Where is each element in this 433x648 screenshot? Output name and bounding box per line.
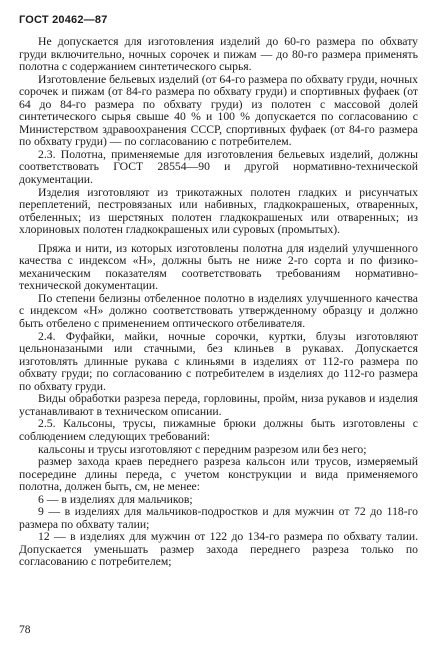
page-number: 78	[19, 624, 31, 636]
paragraph: размер захода краев переднего разреза кальсон или трусов, измеряемый посередине длины переда, с учетом конструкции и вида применяемого полотна, должен быть, см, не менее:	[19, 455, 418, 494]
paragraph: кальсоны и трусы изготовляют с передним разрезом или без него;	[38, 442, 367, 456]
paragraph: Изделия изготовляют из трикотажных полотен гладких и рисунчатых переплетений, пестровязаных или набивных, гладкокрашеных, отваренных, отбеленных; из шерстяных полотен гладкокрашеных или отваренных; из хлориновых полотен гладкокрашеных или суровых (промытых).	[19, 185, 418, 237]
paragraph: 2.3. Полотна, применяемые для изготовления бельевых изделий, должны соответствовать ГОСТ 28554—90 и другой нормативно-технической документации.	[19, 147, 418, 187]
paragraph: Не допускается для изготовления изделий до 60-го размера по обхвату груди включительно, ночных сорочек и пижам — до 80-го размера применять полотна с содержанием синтетического сырья.	[19, 35, 418, 74]
paragraph: 9 — в изделиях для мальчиков-подростков и для мужчин от 72 до 118-го размера по обхвату талии;	[19, 505, 418, 531]
paragraph: 6 — в изделиях для мальчиков;	[38, 492, 193, 506]
paragraph: По степени белизны отбеленное полотно в изделиях улучшенного качества с индексом «Н» должно соответствовать утвержденному образцу и должно быть отбелено с применением оптического отбеливателя.	[19, 291, 418, 331]
paragraph: Изготовление бельевых изделий (от 64-го размера по обхвату груди, ночных сорочек и пижам (от 84-го размера по обхвату груди) и спортивных фуфаек (от 64 до 84-го размера по обхвату груди) из полотен с массовой долей синтетического сырья свыше 40 % и 100 % допускается по согласованию с Министерством здравоохранения СССР, спортивных фуфаек (от 84-го размера по обхвату груди) — по согласованию с потребителем.	[19, 72, 418, 149]
paragraph: 2.5. Кальсоны, трусы, пижамные брюки должны быть изготовлены с соблюдением следующих требований:	[19, 417, 418, 443]
paragraph: 2.4. Фуфайки, майки, ночные сорочки, куртки, блузы изготовляют цельноназаными или стачными, без клиньев в рукавах. Допускается изготовлять длинные рукава с клиньями в изделиях от 112-го размера по обхвату груди; по согласованию с потребителем в изделиях до 112-го размера по обхвату груди.	[19, 329, 418, 393]
standard-code-header: ГОСТ 20462—87	[19, 14, 108, 26]
body-text	[19, 36, 418, 569]
paragraph: Пряжа и нити, из которых изготовлены полотна для изделий улучшенного качества с индексом «Н», должны быть не ниже 2-го сорта и по физико-механическим показателям соответствовать требованиям нормативно-технической документации.	[19, 241, 418, 293]
paragraph: Виды обработки разреза переда, горловины, пройм, низа рукавов и изделия устанавливают в техническом описании.	[19, 392, 418, 418]
paragraph: 12 — в изделиях для мужчин от 122 до 134-го размера по обхвату талии. Допускается уменьшать размер захода переднего разреза только по согласованию с потребителем;	[19, 530, 418, 569]
